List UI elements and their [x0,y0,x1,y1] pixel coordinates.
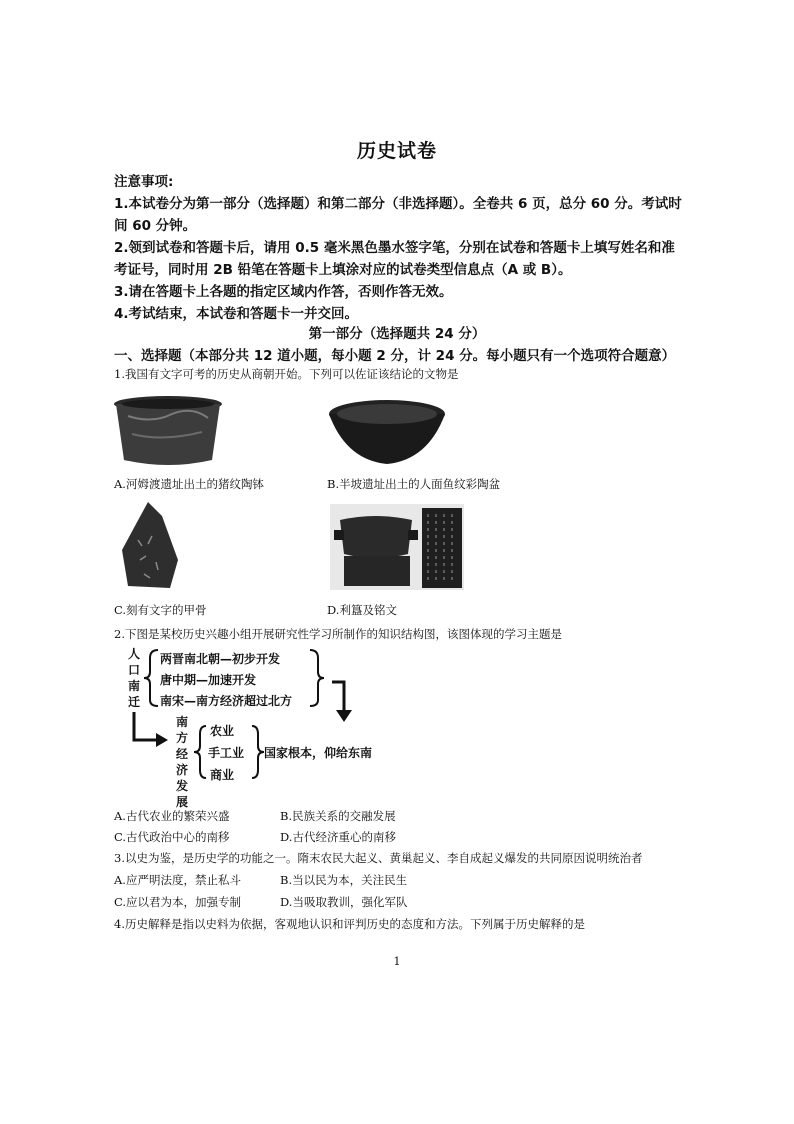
diagram-stage-2: 唐中期—加速开发 [160,673,257,687]
q3-option-c[interactable]: C.应以君为本，加强专制 [114,895,242,909]
note-line: 3.请在答题卡上各题的指定区域内作答，否则作答无效。 [114,284,453,300]
note-line: 1.本试卷分为第一部分（选择题）和第二部分（非选择题）。全卷共 6 页，总分 60 分。考试时 [114,196,682,212]
diagram-sector-handicraft: 手工业 [208,746,245,760]
question-1-stem: 1.我国有文字可考的历史从商朝开始。下列可以佐证该结论的文物是 [114,367,459,381]
page-number: 1 [393,955,401,968]
q1-option-d[interactable]: D.利簋及铭文 [327,603,397,617]
exam-title: 历史试卷 [356,140,437,162]
section-heading: 一、选择题（本部分共 12 道小题，每小题 2 分，计 24 分。每小题只有一个选项符合题意） [114,348,676,364]
diagram-stage-1: 两晋南北朝—初步开发 [160,652,281,666]
question-3-stem: 3.以史为鉴，是历史学的功能之一。隋末农民大起义、黄巢起义、李自成起义爆发的共同原因说明统治者 [114,851,643,865]
note-line: 2.领到试卷和答题卡后，请用 0.5 毫米黑色墨水签字笔，分别在试卷和答题卡上填写姓名和准 [114,240,675,256]
q2-option-a[interactable]: A.古代农业的繁荣兴盛 [114,809,230,823]
q1-option-c[interactable]: C.刻有文字的甲骨 [114,603,207,617]
oracle-bone-image [118,500,182,590]
q2-option-c[interactable]: C.古代政治中心的南移 [114,830,230,844]
notes-heading: 注意事项: [114,174,174,190]
question-4-stem: 4.历史解释是指以史料为依据，客观地认识和评判历史的态度和方法。下列属于历史解释的是 [114,917,585,931]
q2-option-d[interactable]: D.古代经济重心的南移 [280,830,396,844]
pottery-bowl-image [112,394,224,470]
q3-option-b[interactable]: B.当以民为本，关注民生 [280,873,408,887]
q1-option-b[interactable]: B.半坡遗址出土的人面鱼纹彩陶盆 [327,477,501,491]
li-gui-inscription-image [330,504,464,590]
note-line: 4.考试结束，本试卷和答题卡一并交回。 [114,306,359,322]
part1-heading: 第一部分（选择题共 24 分） [308,326,486,342]
diagram-conclusion: 国家根本，仰给东南 [264,746,373,760]
structure-diagram-lines [118,644,390,804]
painted-basin-image [326,398,448,468]
q2-option-b[interactable]: B.民族关系的交融发展 [280,809,396,823]
q3-option-a[interactable]: A.应严明法度，禁止私斗 [114,873,241,887]
question-2-stem: 2.下图是某校历史兴趣小组开展研究性学习所制作的知识结构图，该图体现的学习主题是 [114,627,562,641]
diagram-sector-agriculture: 农业 [210,724,235,738]
diagram-center-label: 南方经济发展 [176,715,189,809]
diagram-left-label: 人口南迁 [128,647,141,709]
note-line: 考证号，同时用 2B 铅笔在答题卡上填涂对应的试卷类型信息点（A 或 B）。 [114,262,572,278]
note-line: 间 60 分钟。 [114,218,197,234]
q3-option-d[interactable]: D.当吸取教训，强化军队 [280,895,408,909]
diagram-sector-commerce: 商业 [210,768,235,782]
q1-option-a[interactable]: A.河姆渡遗址出土的猪纹陶钵 [114,477,264,491]
diagram-stage-3: 南宋—南方经济超过北方 [160,694,293,708]
